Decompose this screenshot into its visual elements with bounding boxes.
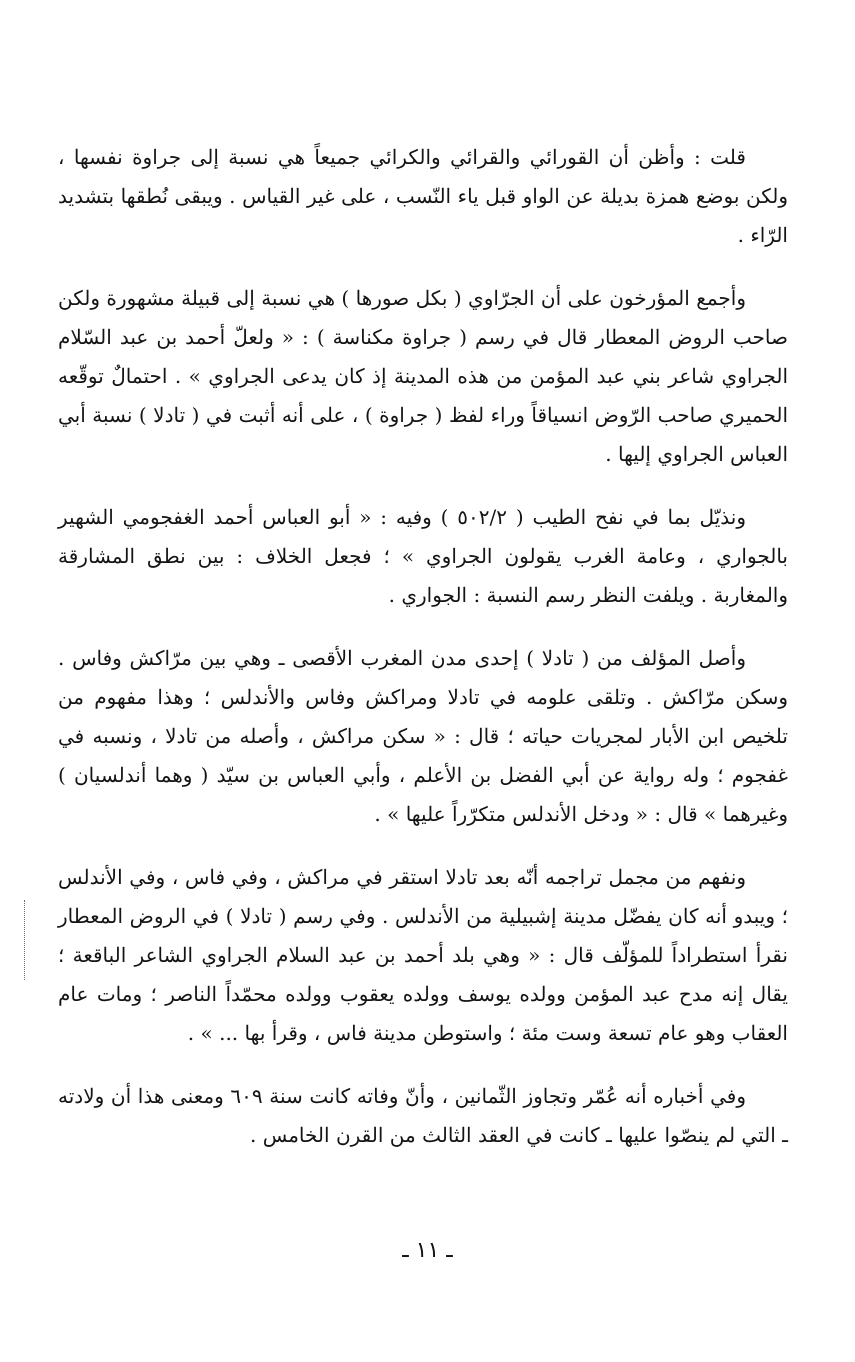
- paragraph-6: وفي أخباره أنه عُمّر وتجاوز الثّمانين ، وأنّ وفاته كانت سنة ٦٠٩ ومعنى هذا أن ولادته ـ التي لم ينصّوا عليها ـ كانت في العقد الثالث من القرن الخامس .: [58, 1084, 788, 1147]
- paragraph-4: وأصل المؤلف من ( تادلا ) إحدى مدن المغرب الأقصى ـ وهي بين مرّاكش وفاس . وسكن مرّاكش . وتلقى علومه في تادلا ومراكش وفاس والأندلس ؛ وهذا مفهوم من تلخيص ابن الأبار لمجريات حياته ؛ قال : « سكن مراكش ، وأصله من تادلا ، ونسبه في غفجوم ؛ وله رواية عن أبي الفضل بن الأعلم ، وأبي العباس بن سيّد ( وهما أندلسيان ) وغيرهما » قال : « ودخل الأندلس متكرّراً عليها » .: [58, 646, 788, 826]
- paragraph-3: ونذيّل بما في نفح الطيب ( ٥٠٢/٢ ) وفيه : « أبو العباس أحمد الغفجومي الشهير بالجواري ، وعامة الغرب يقولون الجراوي » ؛ فجعل الخلاف : بين نطق المشارقة والمغاربة . ويلفت النظر رسم النسبة : الجواري .: [58, 505, 788, 607]
- paragraph-1: قلت : وأظن أن القورائي والقرائي والكرائي جميعاً هي نسبة إلى جراوة نفسها ، ولكن بوضع همزة بديلة عن الواو قبل ياء النّسب ، على غير القياس . ويبقى نُطقها بتشديد الرّاء .: [58, 145, 788, 247]
- page-number: ـ ١١ ـ: [402, 1238, 453, 1263]
- page-body-text: [58, 138, 788, 1177]
- paragraph-2: وأجمع المؤرخون على أن الجرّاوي ( بكل صورها ) هي نسبة إلى قبيلة مشهورة ولكن صاحب الروض المعطار قال في رسم ( جراوة مكناسة ) : « ولعلّ أحمد بن عبد السّلام الجراوي شاعر بني عبد المؤمن من هذه المدينة إذ كان يدعى الجراوي » . احتمالٌ توقّعه الحميري صاحب الرّوض انسياقاً وراء لفظ ( جراوة ) ، على أنه أثبت في ( تادلا ) نسبة أبي العباس الجراوي إليها .: [58, 286, 788, 466]
- paragraph-5: ونفهم من مجمل تراجمه أنّه بعد تادلا استقر في مراكش ، وفي فاس ، وفي الأندلس ؛ ويبدو أنه كان يفضّل مدينة إشبيلية من الأندلس . وفي رسم ( تادلا ) في الروض المعطار نقرأ استطراداً للمؤلّف قال : « وهي بلد أحمد بن عبد السلام الجراوي الشاعر الباقعة ؛ يقال إنه مدح عبد المؤمن وولده يوسف وولده يعقوب وولده محمّداً الناصر ؛ ومات عام العقاب وهو عام تسعة وست مئة ؛ واستوطن مدينة فاس ، وقرأ بها ... » .: [58, 865, 788, 1045]
- margin-mark-line: [24, 900, 25, 980]
